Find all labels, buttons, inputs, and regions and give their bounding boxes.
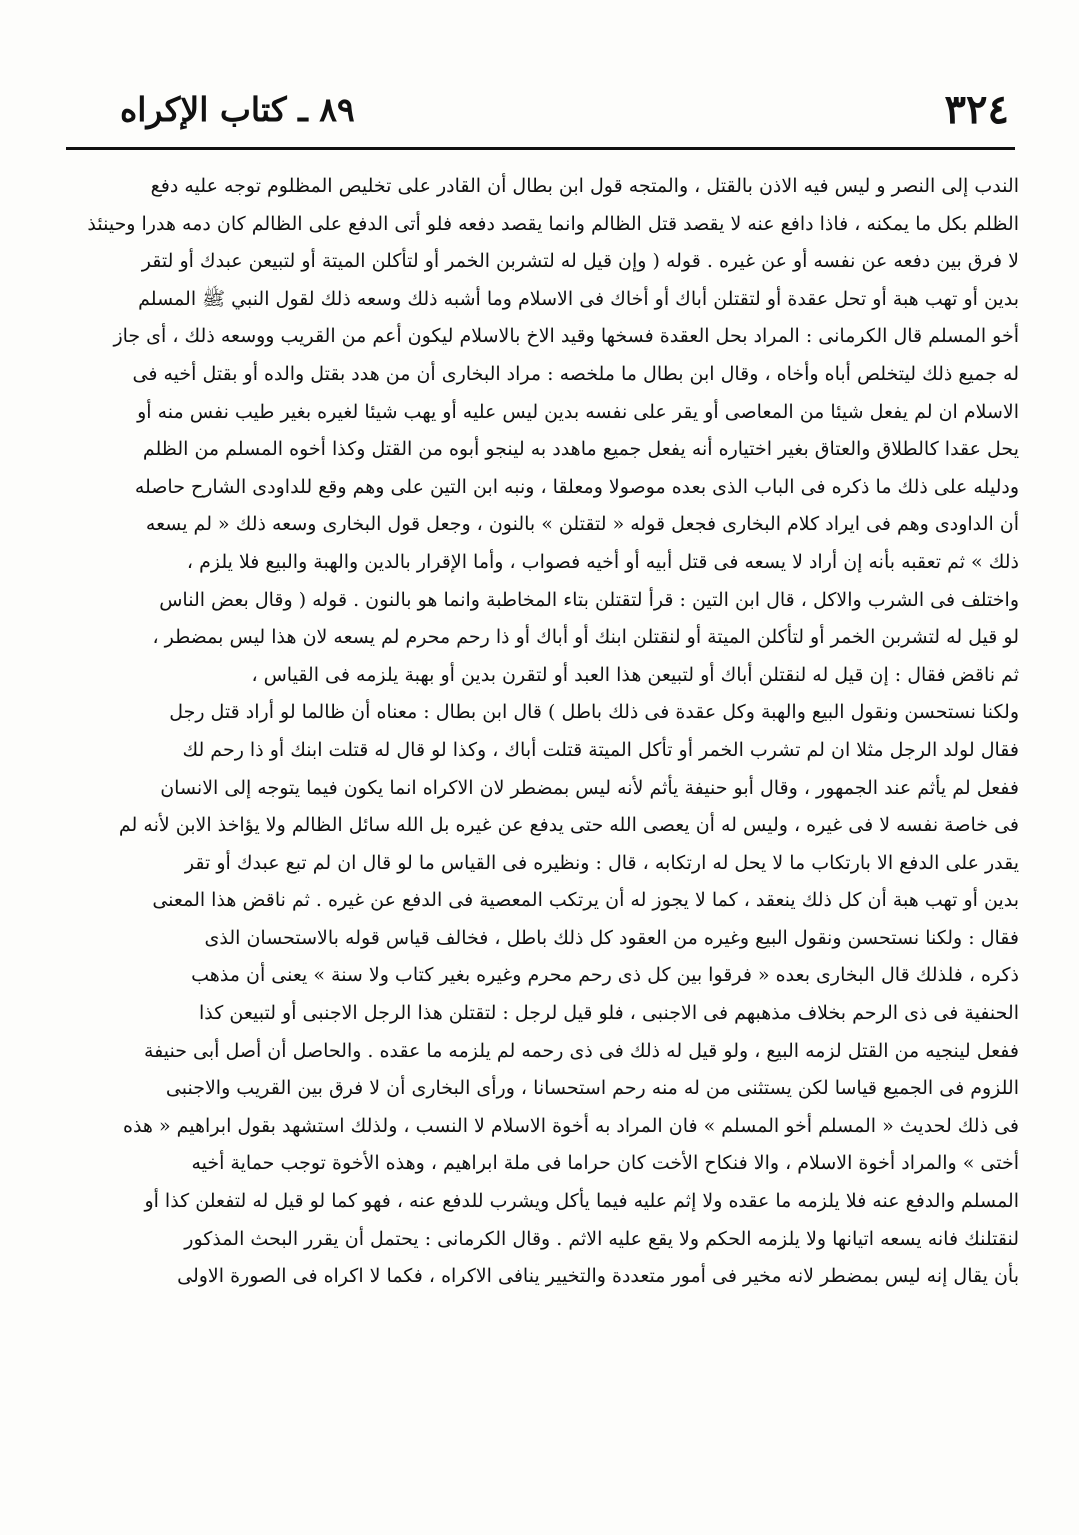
running-title: ٨٩ ـ كتاب الإكراه — [120, 90, 355, 129]
text-line: ذلك » ثم تعقبه بأنه إن أراد لا يسعه فى قتل أبيه أو أخيه فصواب ، وأما الإقرار بالدين والهبة والبيع فلا يلزم ، — [186, 550, 1019, 573]
text-line: لو قيل له لتشربن الخمر أو لتأكلن الميتة أو لنقتلن ابنك أو أباك أو ذا رحم محرم لم يسعه لان هذا ليس بمضطر ، — [152, 626, 1019, 649]
text-line: أختى » والمراد أخوة الاسلام ، والا فنكاح الأخت كان حراما فى ملة ابراهيم ، وهذه الأخوة توجب حماية أخيه — [191, 1152, 1019, 1175]
text-line: بدين أو تهب هبة أن كل ذلك ينعقد ، كما لا يجوز له أن يرتكب المعصية فى الدفع عن غيره . ثم ناقض هذا المعنى — [152, 889, 1019, 912]
text-line: واختلف فى الشرب والاكل ، قال ابن التين : قرأ لتقتلن بتاء المخاطبة وانما هو بالنون . قوله ( وقال بعض الناس — [159, 588, 1019, 611]
text-line: ذكره ، فلذلك قال البخارى بعده « فرقوا بين كل ذى رحم محرم وغيره بغير كتاب ولا سنة » يعنى أن مذهب — [191, 964, 1019, 987]
body-text — [68, 168, 1019, 1296]
text-line: ففعل لم يأثم عند الجمهور ، وقال أبو حنيفة يأثم لأنه ليس بمضطر لان الاكراه انما يكون فيما يتوجه إلى الانسان — [160, 776, 1019, 799]
text-line: لنقتلنك فانه يسعه اتيانها ولا يلزمه الحكم ولا يقع عليه الاثم . وقال الكرمانى : يحتمل أن يقرر البحث المذكور — [184, 1227, 1019, 1250]
text-line: المسلم والدفع عنه فلا يلزمه ما عقده ولا إثم عليه فيما يأكل ويشرب للدفع عنه ، فهو كما لو قيل له لتفعلن كذا أو — [144, 1190, 1019, 1213]
text-line: بأن يقال إنه ليس بمضطر لانه مخير فى أمور متعددة والتخيير ينافى الاكراه ، فكما لا اكراه فى الصورة الاولى — [177, 1265, 1019, 1288]
page-header — [62, 78, 1017, 142]
text-line: ثم ناقض فقال : إن قيل له لنقتلن أباك أو لتبيعن هذا العبد أو لتقرن بدين أو بهبة يلزمه فى القياس ، — [251, 663, 1019, 686]
text-line: ولكنا نستحسن ونقول البيع والهبة وكل عقدة فى ذلك باطل ) قال ابن بطال : معناه أن ظالما لو أراد قتل رجل — [169, 701, 1019, 724]
text-line: ودليله على ذلك ما ذكره فى الباب الذى بعده موصولا ومعلقا ، ونبه ابن التين على وهم وقع للداودى الشارح حاصله — [134, 475, 1019, 498]
text-line: يقدر على الدفع الا بارتكاب ما لا يحل له ارتكابه ، قال : ونظيره فى القياس ما لو قال ان لم تبع عبدك أو تقر — [184, 851, 1019, 874]
text-line: فقال لولد الرجل مثلا ان لم تشرب الخمر أو تأكل الميتة قتلت أباك ، وكذا لو قال له قتلت ابنك أو ذا رحم لك — [182, 738, 1019, 761]
text-line: يحل عقدا كالطلاق والعتاق بغير اختياره أنه يفعل جميع ماهدد به لينجو أبوه من القتل وكذا أخوه المسلم من الظلم — [142, 438, 1019, 461]
text-line: لا فرق بين دفعه عن نفسه أو عن غيره . قوله ( وإن قيل له لتشربن الخمر أو لتأكلن الميتة أو لتبيعن عبدك أو لتقر — [141, 250, 1019, 273]
header-divider — [66, 147, 1015, 150]
text-line: الظلم بكل ما يمكنه ، فاذا دافع عنه لا يقصد قتل الظالم وانما يقصد دفعه فلو أتى الدفع على الظالم كان دمه هدرا وحينئذ — [87, 212, 1019, 235]
text-line: فى خاصة نفسه لا فى غيره ، وليس له أن يعصى الله حتى يدفع عن غيره بل الله سائل الظالم ولا يؤاخذ الابن لأنه لم — [118, 814, 1019, 837]
text-line: الندب إلى النصر و ليس فيه الاذن بالقتل ، والمتجه قول ابن بطال أن القادر على تخليص المظلوم توجه عليه دفع — [150, 175, 1019, 197]
text-line: أن الداودى وهم فى ايراد كلام البخارى فجعل قوله « لتقتلن » بالنون ، وجعل قول البخارى وسعه ذلك « لم يسعه — [145, 513, 1019, 536]
text-line: فى ذلك لحديث « المسلم أخو المسلم » فان المراد به أخوة الاسلام لا النسب ، ولذلك استشهد بقول ابراهيم « هذه — [123, 1114, 1019, 1137]
page-number: ٣٢٤ — [944, 86, 1009, 133]
text-line: الاسلام ان لم يفعل شيئا من المعاصى أو يقر على نفسه بدين ليس عليه أو يهب شيئا لغيره بغير طيب نفس منه أو — [137, 400, 1019, 423]
text-line: أخو المسلم قال الكرمانى : المراد بحل العقدة فسخها وقيد الاخ بالاسلام ليكون أعم من القريب ووسعه ذلك ، أى جاز — [113, 325, 1019, 348]
text-line: ففعل لينجيه من القتل لزمه البيع ، ولو قيل له ذلك فى ذى رحمه لم يلزمه ما عقده . والحاصل أن أصل أبى حنيفة — [143, 1039, 1019, 1062]
text-line: بدين أو تهب هبة أو تحل عقدة أو لتقتلن أباك أو أخاك فى الاسلام وما أشبه ذلك وسعه ذلك لقول النبي ﷺ المسلم — [138, 287, 1019, 310]
text-line: له جميع ذلك ليتخلص أباه وأخاه ، وقال ابن بطال ما ملخصه : مراد البخارى أن من هدد بقتل والده أو بقتل أخيه فى — [132, 362, 1019, 385]
text-line: فقال : ولكنا نستحسن ونقول البيع وغيره من العقود كل ذلك باطل ، فخالف قياس قوله بالاستحسان الذى — [204, 926, 1019, 949]
text-line: الحنفية فى ذى الرحم بخلاف مذهبهم فى الاجنبى ، فلو قيل لرجل : لتقتلن هذا الرجل الاجنبى أو لتبيعن كذا — [199, 1002, 1019, 1025]
text-line: اللزوم فى الجميع قياسا لكن يستثنى من له منه رحم استحسانا ، ورأى البخارى أن لا فرق بين القريب والاجنبى — [165, 1077, 1019, 1100]
